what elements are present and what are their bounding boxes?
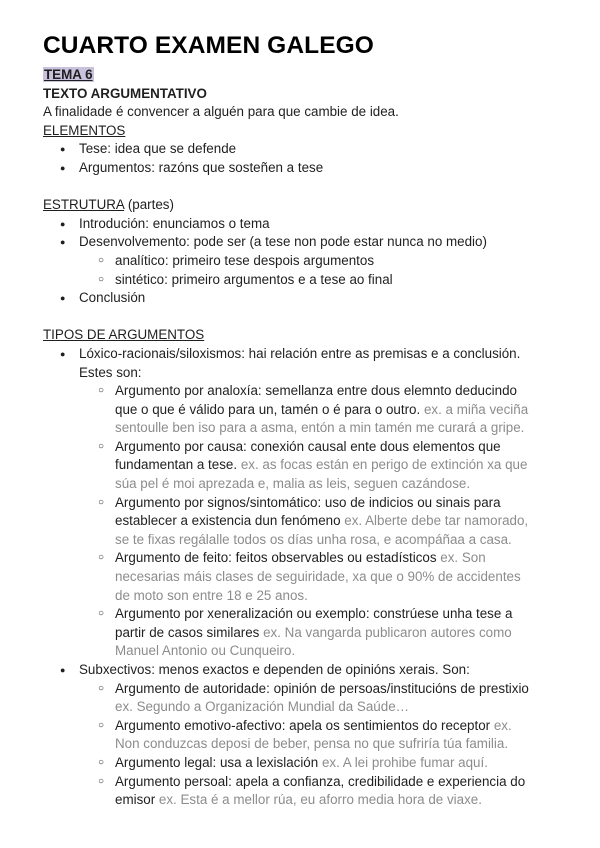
- tema-label: [43, 66, 563, 85]
- estrutura-heading-suffix: (partes): [124, 197, 174, 213]
- argument-signos: ○ Argumento por signos/sintomático: uso de indicios ou sinais para establecer a existencia dun fenómeno ex. Alberte debe tar namorado, se te fixas regálalle todos os días unha rosa, e acompáñaa a casa.: [43, 494, 563, 550]
- list-item: ● Introdución: enunciamos o tema: [43, 215, 563, 234]
- estrutura-heading-label: ESTRUTURA: [43, 197, 125, 213]
- logico-line-2: Estes son:: [79, 364, 142, 380]
- argument-xeneralizacion: ○ Argumento por xeneralización ou exemplo: constrúese unha tese a partir de casos similares ex. Na vangarda publicaron autores como Manuel Antonio ou Cunqueiro.: [43, 605, 563, 661]
- sub-list-item: ○ sintético: primeiro argumentos e a tese ao final: [43, 271, 563, 290]
- example-text: ex. Na vangarda publicaron autores como: [259, 624, 512, 640]
- example-text: súa pel é moi aprezada e, malia as leis, seguen cazándose.: [115, 476, 471, 492]
- list-item-subxectivos: ● Subxectivos: menos exactos e dependen de opinións xerais. Son:: [43, 661, 563, 680]
- list-item-logico: [43, 345, 563, 382]
- argument-analoxia: ○ Argumento por analoxía: semellanza entre dous elemnto deducindo que o que é válido para un, tamén o é para o outro. ex. a miña veciña sentoulle ben iso para a asma, entón a min tamén me curará a gripe.: [43, 382, 563, 438]
- tipos-list: [43, 345, 563, 810]
- intro-text: A finalidade é convencer a alguén para que cambie de idea.: [43, 104, 399, 120]
- example-text: ex. a miña veciña: [420, 401, 529, 417]
- example-text: ex. Segundo a Organización Mundial da Saúde…: [115, 699, 410, 715]
- example-text: ex. as focas están en perigo de extinción xa que: [237, 457, 528, 473]
- example-text: ex.: [490, 717, 512, 733]
- estrutura-heading: [43, 196, 563, 215]
- example-text: ex. Alberte debe tar namorado,: [340, 513, 529, 529]
- document-page: [43, 30, 563, 810]
- example-text: de moto son entre 18 e 25 anos.: [115, 587, 308, 603]
- elementos-heading: ELEMENTOS: [43, 122, 126, 138]
- example-text: ex. A lei prohibe fumar aquí.: [318, 754, 488, 770]
- list-item: ● Conclusión: [43, 289, 563, 308]
- elementos-list: [43, 140, 563, 177]
- list-item: ● Desenvolvemento: pode ser (a tese non pode estar nunca no medio): [43, 233, 563, 252]
- example-text: Manuel Antonio ou Cunqueiro.: [115, 643, 296, 659]
- estrutura-list: [43, 215, 563, 308]
- argument-autoridade: ○ Argumento de autoridade: opinión de persoas/institucións de prestixio ex. Segundo a Organización Mundial da Saúde…: [43, 680, 563, 717]
- argument-emotivo: ○ Argumento emotivo-afectivo: apela os sentimientos do receptor ex. Non conduzcas deposi de beber, pensa no que sufriría túa familia.: [43, 717, 563, 754]
- tipos-heading: TIPOS DE ARGUMENTOS: [43, 327, 205, 343]
- argument-persoal: ○ Argumento persoal: apela a confianza, credibilidade e experiencia do emisor ex. Esta é a mellor rúa, eu aforro media hora de viaxe.: [43, 773, 563, 810]
- example-text: necesarias máis clases de seguiridade, xa que o 90% de accidentes: [115, 569, 521, 585]
- argument-legal: ○ Argumento legal: usa a lexislación ex. A lei prohibe fumar aquí.: [43, 754, 563, 773]
- example-text: ex. Esta é a mellor rúa, eu aforro media hora de viaxe.: [155, 792, 482, 808]
- example-text: se te fixas regálalle todos os días unha rosa, e acompáñaa a casa.: [115, 531, 512, 547]
- example-text: ex. Son: [436, 550, 486, 566]
- section-subtitle: TEXTO ARGUMENTATIVO: [43, 85, 207, 101]
- logico-line-1: ● Lóxico-racionais/siloxismos: hai relación entre as premisas e a conclusión.: [79, 345, 521, 361]
- tema-highlight: TEMA 6: [44, 67, 93, 82]
- example-text: sentoulle ben iso para a asma, entón a min tamén me curará a gripe.: [115, 420, 525, 436]
- document-title: CUARTO EXAMEN GALEGO: [43, 32, 374, 59]
- argument-causa: ○ Argumento por causa: conexión causal ente dous elementos que fundamentan a tese. ex. as focas están en perigo de extinción xa que súa pel é moi aprezada e, malia as leis, seguen cazándose.: [43, 438, 563, 494]
- sub-list-item: ○ analítico: primeiro tese despois argumentos: [43, 252, 563, 271]
- list-item: ● Tese: idea que se defende: [43, 140, 563, 159]
- example-text: Non conduzcas deposi de beber, pensa no que sufriría túa familia.: [115, 736, 509, 752]
- argument-feito: ○ Argumento de feito: feitos observables ou estadísticos ex. Son necesarias máis clases de seguiridade, xa que o 90% de accidentes de moto son entre 18 e 25 anos.: [43, 549, 563, 605]
- list-item: ● Argumentos: razóns que sosteñen a tese: [43, 159, 563, 178]
